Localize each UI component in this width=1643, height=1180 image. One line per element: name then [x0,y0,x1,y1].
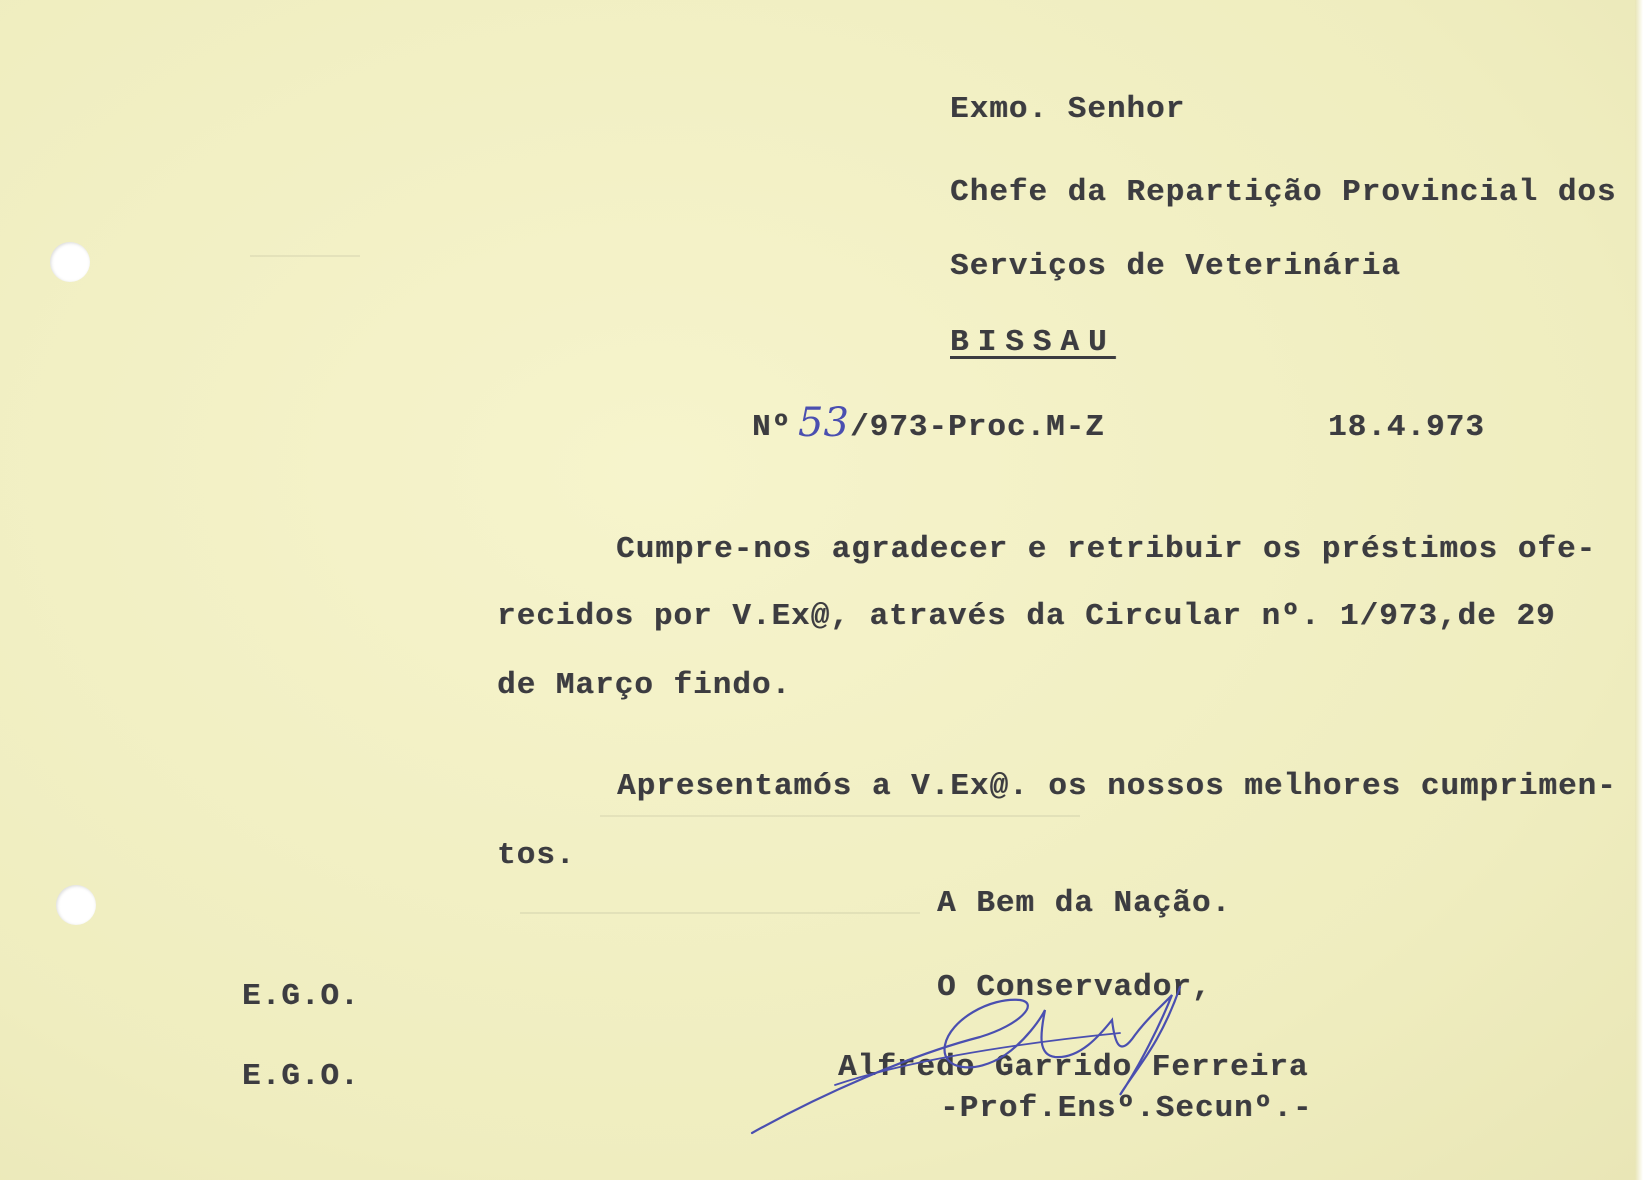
closing: A Bem da Nação. [937,886,1232,921]
paragraph-2-line-2: tos. [497,838,576,873]
bleed-mark [600,815,1080,817]
bleed-mark [520,912,920,914]
punch-hole-bottom [56,885,96,925]
letter-date: 18.4.973 [1328,410,1485,445]
signature-underline-stroke [835,1033,1120,1085]
salutation: Exmo. Senhor [950,92,1186,127]
initials-1: E.G.O. [242,979,360,1014]
signer-title: -Prof.Ensº.Secunº.- [940,1091,1313,1126]
reference-number-handwritten: 53 [798,400,849,446]
paragraph-2-line-1: Apresentamós a V.Ex@. os nossos melhores cumprimen- [617,769,1617,804]
recipient-line-1: Chefe da Repartição Provincial dos [950,175,1617,210]
signature-stroke [752,987,1180,1133]
initials-2: E.G.O. [242,1059,360,1094]
reference-suffix: /973-Proc.M-Z [850,410,1105,445]
paragraph-1-line-2: recidos por V.Ex@, através da Circular nº. 1/973,de 29 [497,599,1556,634]
page-edge [1635,0,1643,1180]
handwritten-signature [740,975,1260,1135]
recipient-line-2: Serviços de Veterinária [950,249,1401,284]
city: BISSAU [950,325,1116,360]
signer-name: Alfredo Garrido Ferreira [838,1050,1309,1085]
paragraph-1-line-3: de Março findo. [497,668,792,703]
paragraph-1-line-1: Cumpre-nos agradecer e retribuir os préstimos ofe- [616,532,1597,567]
reference-prefix: Nº [752,410,792,445]
signer-role: O Conservador, [937,970,1212,1005]
bleed-mark [250,255,360,257]
punch-hole-top [50,242,90,282]
